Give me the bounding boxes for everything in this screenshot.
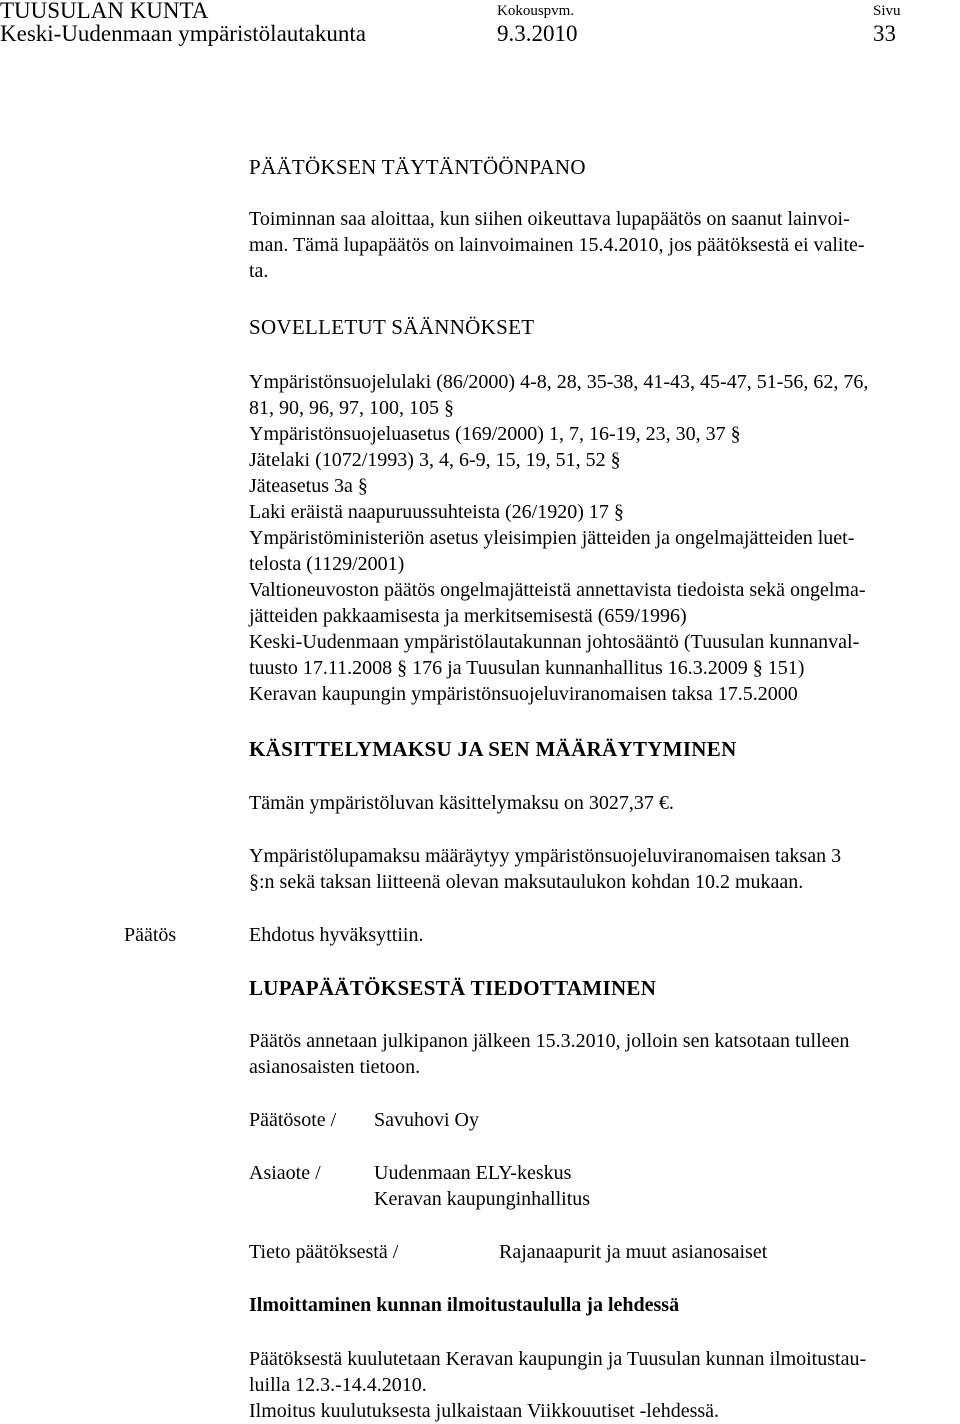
- file-label: Asiaote /: [249, 1162, 321, 1184]
- announcement-line: Päätöksestä kuulutetaan Keravan kaupungin ja Tuusulan kunnan ilmoitustau-: [249, 1348, 867, 1370]
- announcement-line: Ilmoitus kuulutuksesta julkaistaan Viikkouutiset -lehdessä.: [249, 1400, 720, 1422]
- notification-line: asianosaisten tietoon.: [249, 1056, 421, 1078]
- file-values: [374, 1160, 590, 1212]
- section-sign: §: [357, 475, 368, 497]
- fee-basis-line: Ympäristölupamaksu määräytyy ympäristönsuojeluviranomaisen taksan 3: [249, 845, 842, 867]
- section-sign: §: [730, 423, 741, 445]
- regulation-line: Keravan kaupungin ympäristönsuojeluviranomaisen taksa 17.5.2000: [249, 683, 798, 705]
- enforcement-text: [249, 206, 949, 284]
- enforcement-line: ta.: [249, 260, 269, 282]
- regulation-line: Laki eräistä naapuruussuhteista (26/1920) 17 §: [249, 501, 624, 523]
- section-sign: §: [397, 657, 408, 679]
- regulation-line: telosta (1129/2001): [249, 553, 405, 575]
- regulation-line: Keski-Uudenmaan ympäristölautakunnan johtosääntö (Tuusulan kunnanval-: [249, 631, 860, 653]
- regulations-list: [249, 369, 949, 707]
- regulations-heading: SOVELLETUT SÄÄNNÖKSET: [249, 315, 535, 339]
- regulation-line: Jätelaki (1072/1993) 3, 4, 6-9, 15, 19, 51, 52 §: [249, 449, 621, 471]
- page-number: 33: [873, 21, 896, 46]
- regulation-line: Ympäristöministeriön asetus yleisimpien jätteiden ja ongelmajätteiden luet-: [249, 527, 855, 549]
- section-sign: §: [444, 397, 454, 419]
- file-recipient: Keravan kaupunginhallitus: [374, 1188, 591, 1210]
- decision-text: Ehdotus hyväksyttiin.: [249, 924, 424, 946]
- section-sign: §: [613, 501, 624, 523]
- fee-amount: Tämän ympäristöluvan käsittelymaksu on 3027,37 €.: [249, 792, 674, 814]
- section-sign: §: [249, 871, 259, 893]
- regulation-line: Jäteasetus 3a §: [249, 475, 368, 497]
- regulation-line: Ympäristönsuojelulaki (86/2000) 4-8, 28, 35-38, 41-43, 45-47, 51-56, 62, 76,: [249, 371, 869, 393]
- notification-heading: LUPAPÄÄTÖKSESTÄ TIEDOTTAMINEN: [249, 976, 657, 1000]
- meeting-date: 9.3.2010: [497, 21, 578, 46]
- address-label: Päätösote /: [249, 1109, 337, 1131]
- notification-line: Päätös annetaan julkipanon jälkeen 15.3.2010, jolloin sen katsotaan tulleen: [249, 1030, 850, 1052]
- file-recipient: Uudenmaan ELY-keskus: [374, 1162, 572, 1184]
- enforcement-line: Toiminnan saa aloittaa, kun siihen oikeuttava lupapäätös on saanut lainvoi-: [249, 208, 850, 230]
- section-sign: §: [752, 657, 763, 679]
- section-sign: §: [610, 449, 621, 471]
- regulation-line: 81, 90, 96, 97, 100, 105 §: [249, 397, 454, 419]
- enforcement-heading: PÄÄTÖKSEN TÄYTÄNTÖÖNPANO: [249, 155, 586, 179]
- announcement-line: luilla 12.3.-14.4.2010.: [249, 1374, 427, 1396]
- enforcement-line: man. Tämä lupapäätös on lainvoimainen 15.4.2010, jos päätöksestä ei valite-: [249, 234, 865, 256]
- address-value: Savuhovi Oy: [374, 1109, 479, 1131]
- fee-basis-line: §:n sekä taksan liitteenä olevan maksutaulukon kohdan 10.2 mukaan.: [249, 871, 804, 893]
- regulation-line: tuusto 17.11.2008 § 176 ja Tuusulan kunnanhallitus 16.3.2009 § 151): [249, 657, 805, 679]
- fee-basis: [249, 843, 949, 895]
- regulation-line: Valtioneuvoston päätös ongelmajätteistä annettavista tiedoista sekä ongelma-: [249, 579, 866, 601]
- info-value: Rajanaapurit ja muut asianosaiset: [499, 1241, 768, 1263]
- notification-text: [249, 1028, 949, 1080]
- info-label: Tieto päätöksestä /: [249, 1241, 399, 1263]
- decision-label: Päätös: [124, 924, 177, 946]
- board-name: Keski-Uudenmaan ympäristölautakunta: [0, 21, 366, 46]
- regulation-line: jätteiden pakkaamisesta ja merkitsemisestä (659/1996): [249, 605, 687, 627]
- regulation-line: Ympäristönsuojeluasetus (169/2000) 1, 7, 16-19, 23, 30, 37 §: [249, 423, 741, 445]
- announcement-text: [249, 1346, 949, 1424]
- municipality-name: TUUSULAN KUNTA: [0, 0, 209, 23]
- announcement-heading: Ilmoittaminen kunnan ilmoitustaululla ja lehdessä: [249, 1294, 680, 1316]
- fee-heading: KÄSITTELYMAKSU JA SEN MÄÄRÄYTYMINEN: [249, 737, 737, 761]
- page-label: Sivu: [873, 3, 901, 19]
- meeting-date-label: Kokouspvm.: [497, 3, 575, 19]
